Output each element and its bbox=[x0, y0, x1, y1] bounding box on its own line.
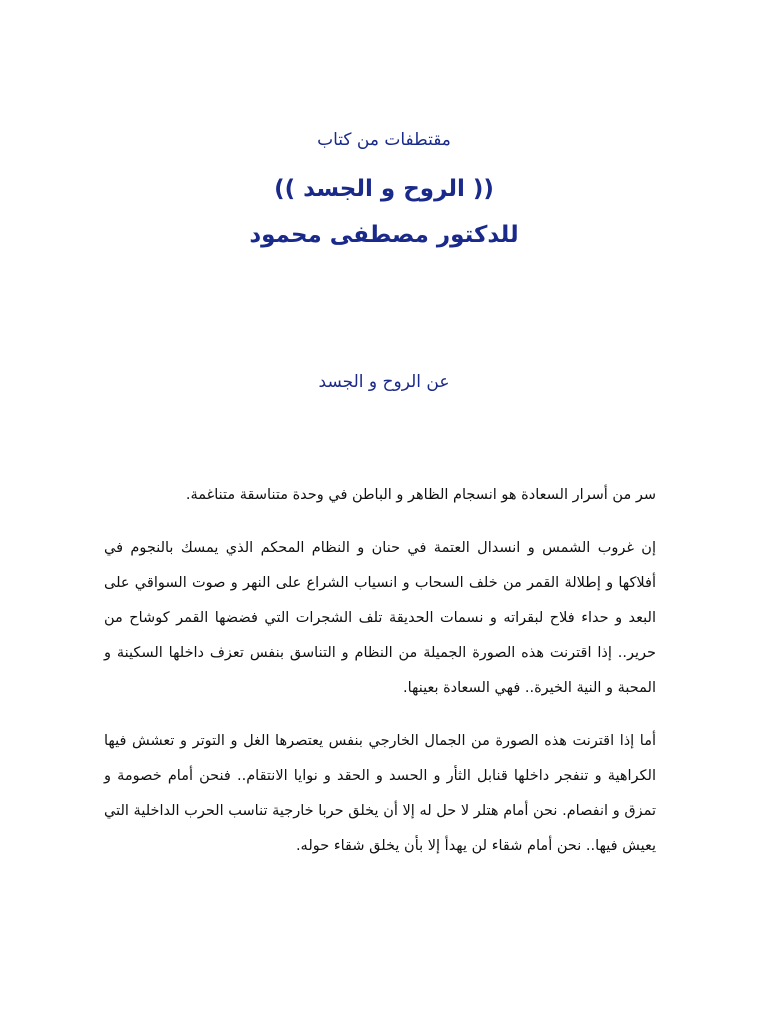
author-name: للدكتور مصطفى محمود bbox=[249, 222, 519, 248]
section-heading: عن الروح و الجسد bbox=[318, 372, 450, 392]
excerpt-subtitle: مقتطفات من كتاب bbox=[317, 130, 451, 150]
title-block bbox=[0, 126, 768, 252]
paragraph: سر من أسرار السعادة هو انسجام الظاهر و الباطن في وحدة متناسقة متناغمة. bbox=[185, 487, 656, 503]
paragraph: أما إذا اقترنت هذه الصورة من الجمال الخارجي بنفس يعتصرها الغل و التوتر و تعشش فيها الكراهية و تنفجر داخلها قنابل الثأر و الحسد و الحقد و نوايا الانتقام.. فنحن أمام خصومة و تمزق و انفصام. نحن أمام هتلر لا حل له إلا أن يخلق حربا خارجية تناسب الحرب الداخلية التي يعيش فيها.. نحن أمام شقاء لن يهدأ إلا بأن يخلق شقاء حوله. bbox=[104, 733, 656, 854]
body-text bbox=[104, 478, 656, 882]
book-title: (( الروح و الجسد )) bbox=[274, 176, 494, 202]
paragraph: إن غروب الشمس و انسدال العتمة في حنان و النظام المحكم الذي يمسك بالنجوم في أفلاكها و إطلالة القمر من خلف السحاب و انسياب الشراع على النهر و صوت السواقي على البعد و حداء فلاح لبقراته و نسمات الحديقة تلف الشجرات التي فضضها القمر كوشاح من حرير.. إذا اقترنت هذه الصورة الجميلة من النظام و التناسق بنفس تعزف داخلها السكينة و المحبة و النية الخيرة.. فهي السعادة بعينها. bbox=[104, 540, 656, 696]
